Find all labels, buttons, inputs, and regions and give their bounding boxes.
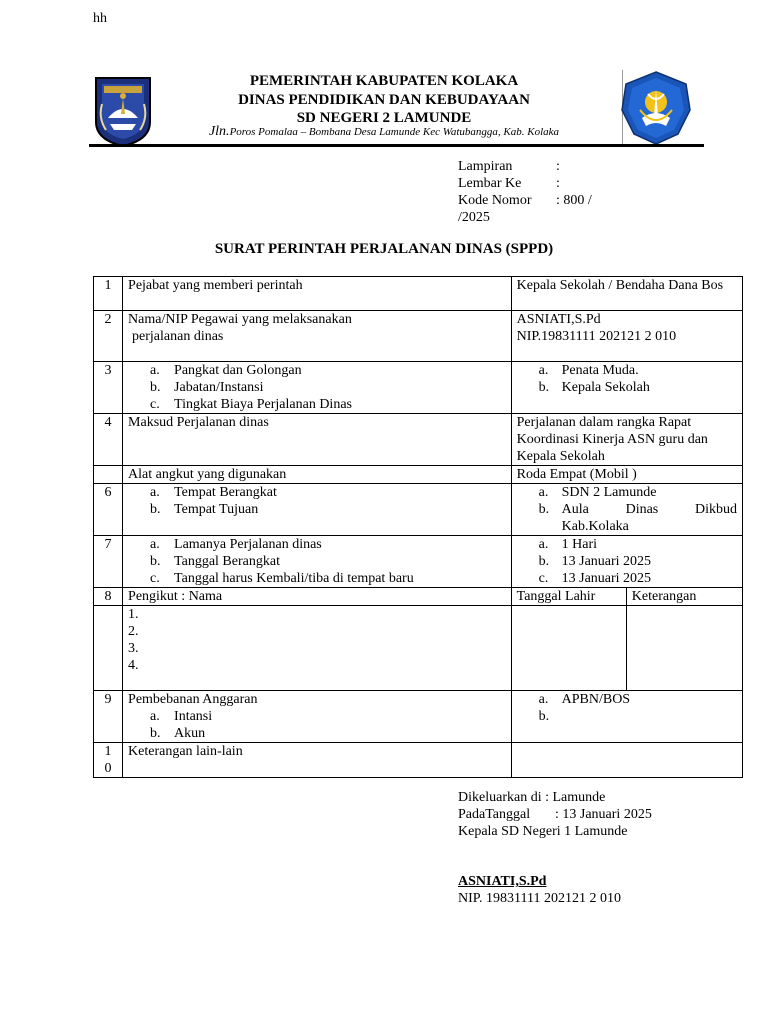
sub-key: b. [150, 726, 161, 741]
table-row [94, 691, 743, 743]
sub-item [128, 536, 506, 553]
sub-key: a. [538, 485, 549, 500]
sub-text: Pangkat dan Golongan [174, 363, 302, 378]
row-label-line: Pembebanan Anggaran [128, 692, 258, 707]
sub-text: 13 Januari 2025 [561, 554, 652, 569]
lembar-value: : [556, 176, 560, 191]
row-value [511, 484, 742, 536]
table-row [94, 414, 743, 466]
table-row [94, 484, 743, 536]
row-label: Pengikut : Nama [123, 588, 512, 606]
address-text: Poros Pomalaa – Bombana Desa Lamunde Kec Watubangga, Kab. Kolaka [229, 126, 560, 138]
row-number: 8 [94, 588, 123, 606]
sub-word: Dikbud [694, 502, 737, 517]
row-label [123, 311, 512, 362]
document-title: SURAT PERINTAH PERJALANAN DINAS (SPPD) [214, 241, 554, 257]
sub-item-continuation: Kab.Kolaka [561, 519, 629, 534]
header-line-1: PEMERINTAH KABUPATEN KOLAKA [249, 73, 519, 89]
row-number: 7 [94, 536, 123, 588]
sub-word: Aula [561, 502, 589, 517]
row-number-part: 0 [104, 761, 112, 776]
sub-key: a. [150, 709, 160, 724]
sub-text: Kepala Sekolah [561, 380, 650, 395]
row-value [511, 536, 742, 588]
sub-key: b. [538, 502, 550, 517]
sub-item [128, 501, 506, 518]
lampiran-value: : [556, 159, 560, 174]
sub-key: a. [150, 485, 160, 500]
list-item: 2. [128, 624, 139, 639]
sub-key: c. [150, 571, 160, 586]
sub-word: Dinas [625, 502, 659, 517]
row-label: Pejabat yang memberi perintah [123, 277, 512, 311]
row-value: Roda Empat (Mobil ) [511, 466, 742, 484]
signer-name: ASNIATI,S.Pd [458, 874, 547, 889]
tut-wuri-handayani-logo [620, 70, 692, 146]
row-number: 1 [94, 277, 123, 311]
header-rule [89, 144, 704, 147]
sub-item [128, 725, 506, 742]
employee-nip: NIP.19831111 202121 2 010 [516, 329, 677, 344]
keterangan-cell [626, 606, 742, 691]
table-row [94, 743, 743, 778]
sub-text: Penata Muda. [561, 363, 639, 378]
table-row [94, 311, 743, 362]
row-label: Maksud Perjalanan dinas [123, 414, 512, 466]
sub-item [128, 484, 506, 501]
table-row [94, 466, 743, 484]
table-row [94, 277, 743, 311]
sub-key: a. [150, 537, 160, 552]
lembar-label: Lembar Ke [458, 176, 522, 191]
sub-item [128, 362, 506, 379]
sub-item [517, 570, 737, 587]
sub-item [517, 362, 737, 379]
signer-nip: NIP. 19831111 202121 2 010 [458, 891, 621, 906]
row-number: 2 [94, 311, 123, 362]
sub-key: c. [538, 571, 549, 586]
sub-text: 13 Januari 2025 [561, 571, 652, 586]
sub-text: Tempat Berangkat [174, 485, 277, 500]
sub-text [562, 501, 737, 518]
lampiran-row [458, 158, 560, 175]
tanggal-row [458, 806, 652, 823]
top-note: hh [93, 11, 107, 26]
sppd-table [93, 276, 743, 778]
row-number [94, 466, 123, 484]
sub-key: b. [150, 502, 161, 517]
sub-text: 1 Hari [561, 537, 598, 552]
list-item: 3. [128, 641, 139, 656]
sub-text: SDN 2 Lamunde [561, 485, 657, 500]
sub-item [517, 536, 737, 553]
table-row [94, 606, 743, 691]
tanggal-value: : 13 Januari 2025 [555, 807, 652, 822]
sub-item [517, 501, 737, 518]
row-value [511, 743, 742, 778]
row-value [511, 362, 742, 414]
row-label [123, 536, 512, 588]
row-value: Kepala Sekolah / Bendaha Dana Bos [511, 277, 742, 311]
sub-text: Intansi [174, 709, 213, 724]
sub-key: b. [538, 709, 550, 724]
signer-position: Kepala SD Negeri 1 Lamunde [458, 824, 628, 839]
row-label [123, 691, 512, 743]
pengikut-list [123, 606, 512, 691]
sub-text: Lamanya Perjalanan dinas [174, 537, 322, 552]
sub-text: APBN/BOS [561, 692, 631, 707]
row-number: 4 [94, 414, 123, 466]
sub-key: c. [150, 397, 160, 412]
header-line-3: SD NEGERI 2 LAMUNDE [296, 110, 472, 126]
row-label: Keterangan lain-lain [123, 743, 512, 778]
tanggal-label: PadaTanggal [458, 807, 531, 822]
sub-item [517, 379, 737, 396]
lembar-row [458, 175, 560, 192]
row-number-part: 1 [104, 744, 112, 759]
sub-item [517, 553, 737, 570]
kode-value: : 800 / [556, 193, 592, 208]
sub-text: Tempat Tujuan [174, 502, 259, 517]
list-item: 4. [128, 658, 139, 673]
dikeluarkan-value: : Lamunde [545, 790, 606, 805]
employee-name: ASNIATI,S.Pd [516, 312, 601, 327]
sub-item [128, 570, 506, 587]
sub-key: a. [150, 363, 160, 378]
kolaka-emblem-logo [94, 74, 152, 148]
sub-key: b. [150, 554, 161, 569]
row-value [511, 691, 742, 743]
header-address [160, 124, 608, 140]
row-number [94, 606, 123, 691]
lampiran-label: Lampiran [458, 159, 513, 174]
sub-item [128, 708, 506, 725]
sub-text: Jabatan/Instansi [174, 380, 264, 395]
kode-label: Kode Nomor [458, 193, 532, 208]
dikeluarkan-row [458, 789, 605, 806]
tanggal-lahir-cell [511, 606, 626, 691]
row-label-line: Nama/NIP Pegawai yang melaksanakan [128, 312, 352, 327]
list-item: 1. [128, 607, 139, 622]
row-number: 3 [94, 362, 123, 414]
row-label-line: perjalanan dinas [132, 329, 224, 344]
sub-key: b. [150, 380, 161, 395]
sub-text: Akun [174, 726, 206, 741]
kode-row [458, 192, 592, 209]
sub-item [128, 379, 506, 396]
kode-continuation: /2025 [458, 210, 490, 225]
row-number: 6 [94, 484, 123, 536]
sub-text: Tanggal Berangkat [174, 554, 280, 569]
sub-item [517, 691, 737, 708]
dikeluarkan-label: Dikeluarkan di [458, 790, 542, 805]
row-number [94, 743, 123, 778]
header-line-2: DINAS PENDIDIKAN DAN KEBUDAYAAN [238, 92, 530, 108]
table-row [94, 536, 743, 588]
sub-item [517, 708, 737, 725]
row-number: 9 [94, 691, 123, 743]
table-row [94, 588, 743, 606]
row-value [511, 311, 742, 362]
row-label [123, 362, 512, 414]
sub-key: a. [538, 537, 549, 552]
sub-item [128, 553, 506, 570]
sub-item [128, 396, 506, 413]
column-header-tanggal-lahir: Tanggal Lahir [511, 588, 626, 606]
sub-key: a. [538, 363, 549, 378]
sub-key: a. [538, 692, 549, 707]
column-header-keterangan: Keterangan [626, 588, 742, 606]
address-prefix: Jln. [208, 124, 230, 139]
row-label [123, 484, 512, 536]
sub-text: Tanggal harus Kembali/tiba di tempat baru [174, 571, 414, 586]
sub-key: b. [538, 380, 550, 395]
sub-text: Tingkat Biaya Perjalanan Dinas [174, 397, 352, 412]
row-label: Alat angkut yang digunakan [123, 466, 512, 484]
row-value: Perjalanan dalam rangka Rapat Koordinasi Kinerja ASN guru dan Kepala Sekolah [511, 414, 742, 466]
sub-item [517, 484, 737, 501]
table-row [94, 362, 743, 414]
sub-key: b. [538, 554, 550, 569]
